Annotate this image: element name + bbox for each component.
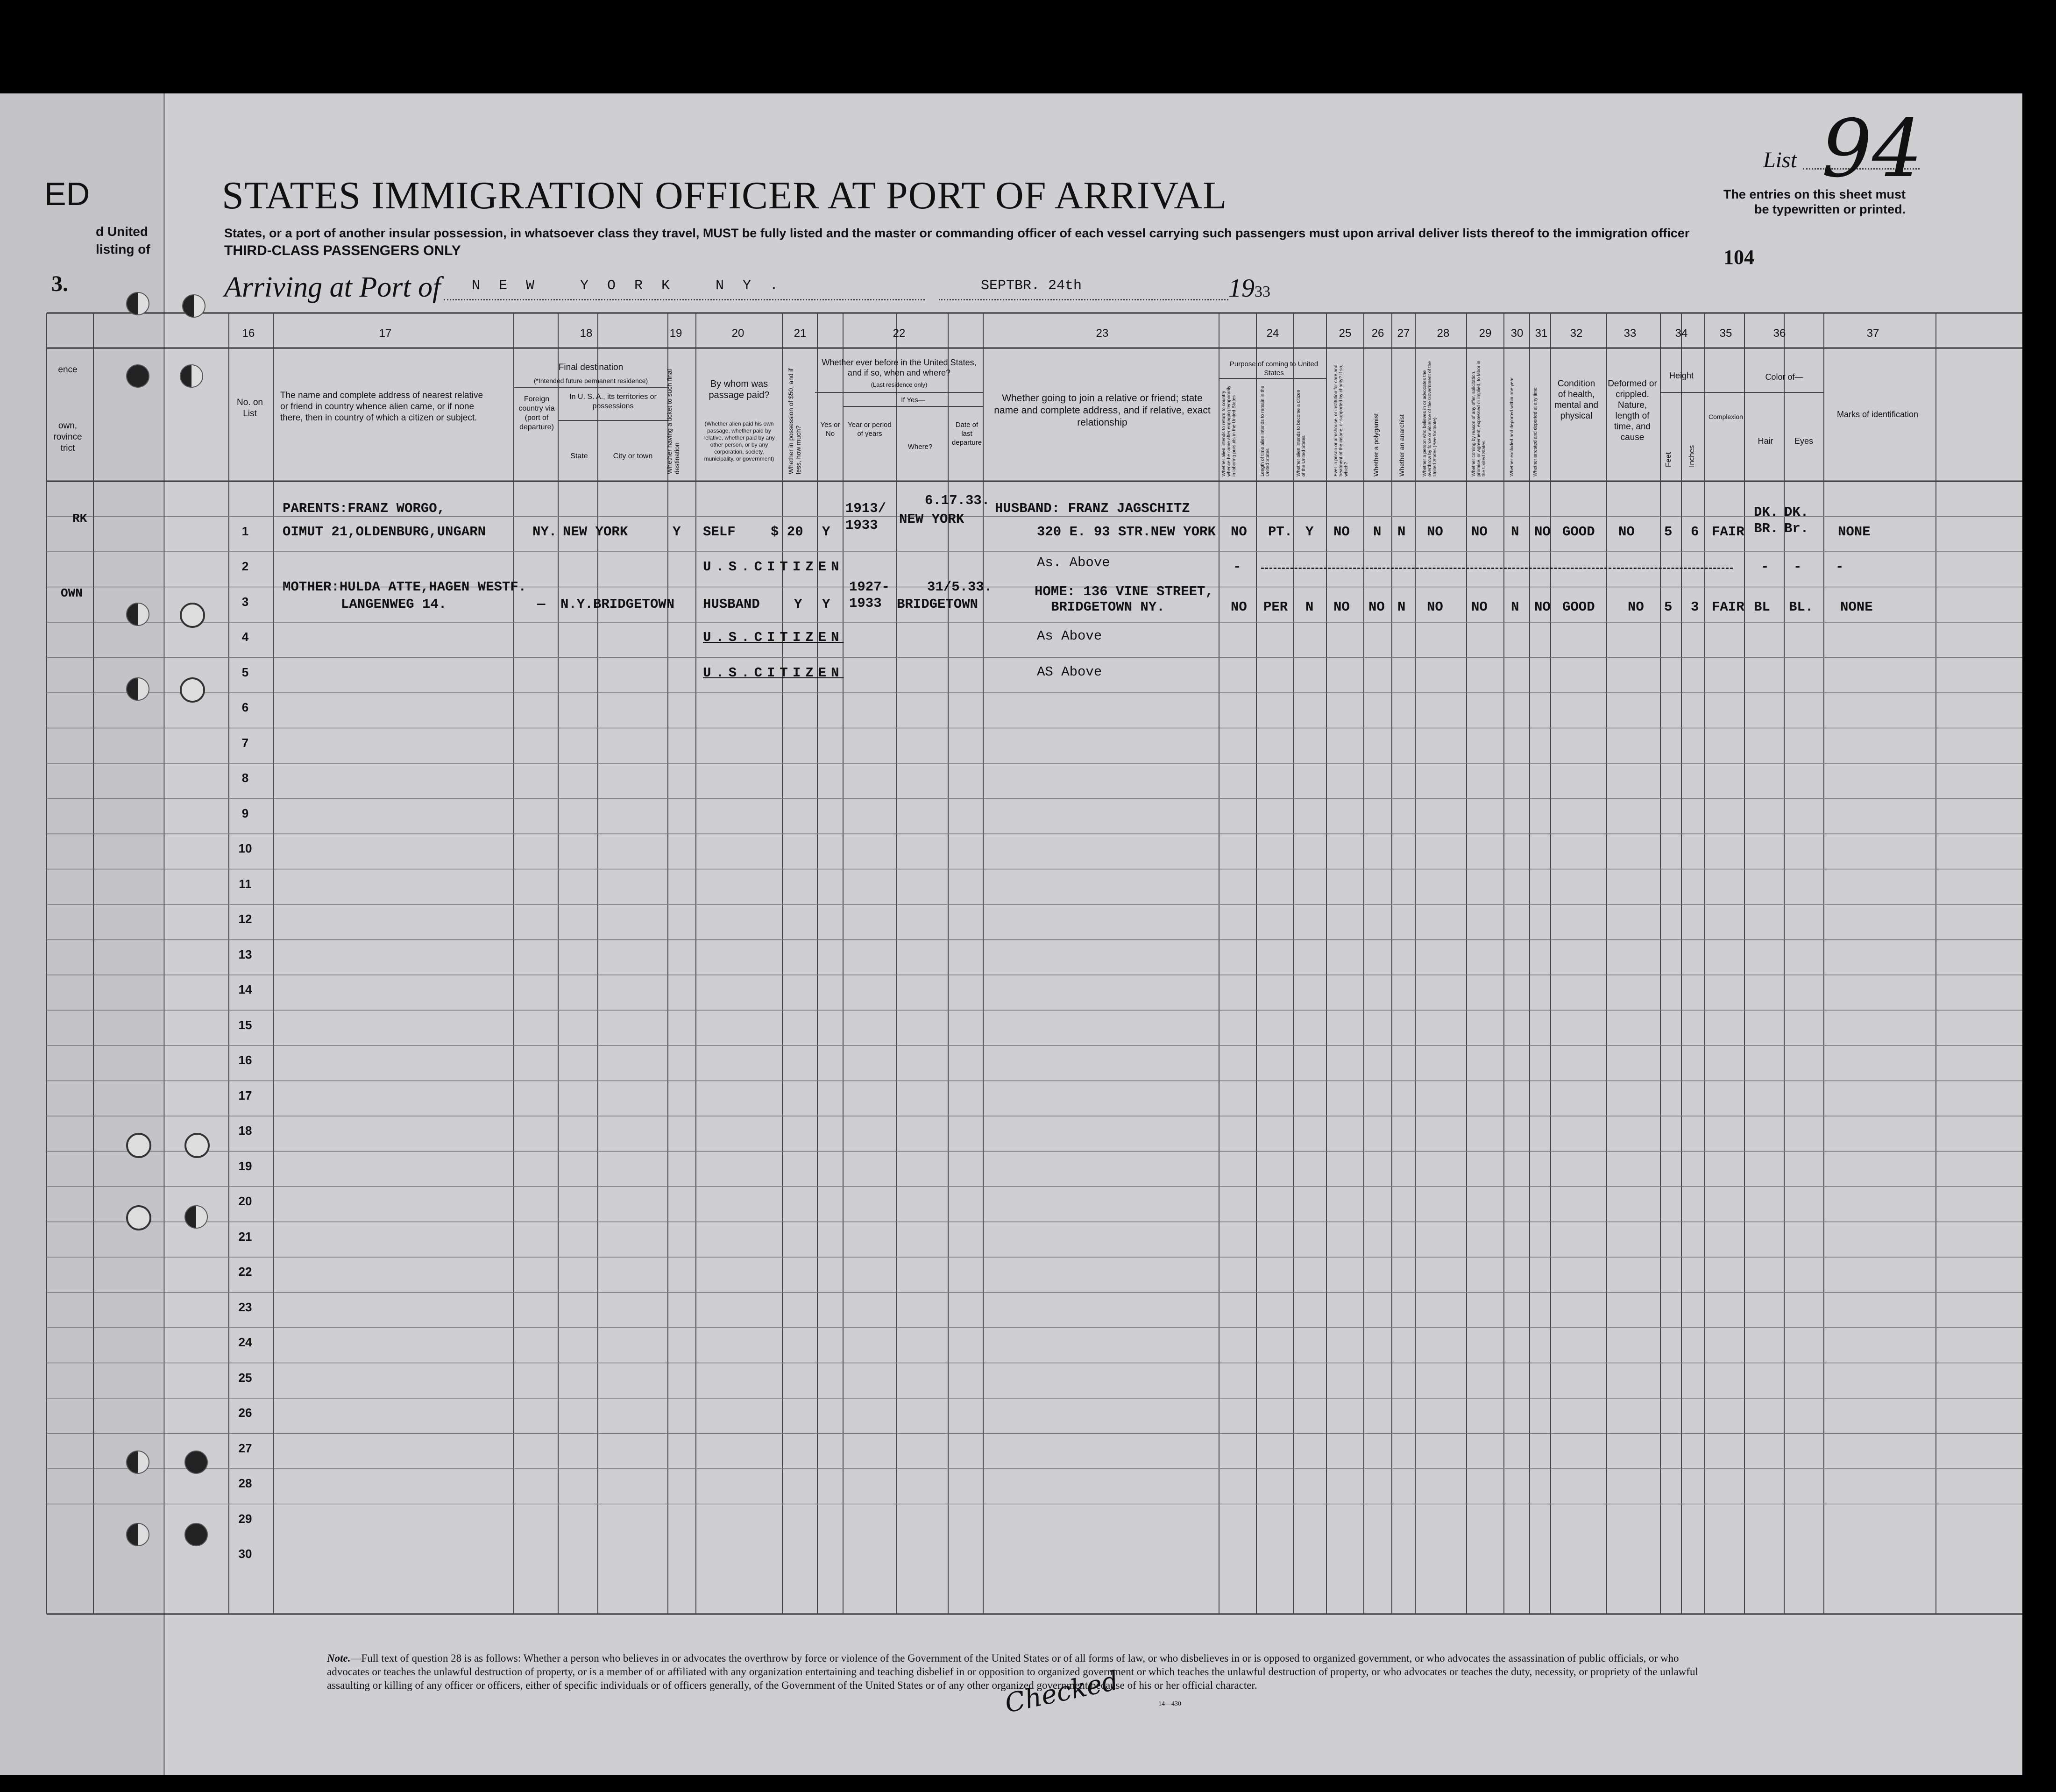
c36-eyes: Eyes (1794, 436, 1814, 446)
c24-b-label: Length of time alien intends to remain in the United States (1260, 385, 1270, 476)
c18-title: Final destination (558, 363, 624, 372)
c21-label: Whether in possession of $50, and if less, how much? (787, 368, 802, 474)
row-number: 19 (238, 1159, 252, 1173)
r3-inches: 3 (1691, 599, 1699, 615)
r3-where: BRIDGETOWN (897, 597, 978, 612)
colnum-18: 18 (580, 327, 593, 340)
c22-where: Where? (907, 443, 933, 451)
row-number: 22 (238, 1265, 252, 1279)
list-label: List (1763, 148, 1797, 172)
row-number: 12 (238, 912, 252, 926)
r1-c29: NO (1471, 524, 1488, 540)
r3-city: BRIDGETOWN (593, 597, 675, 612)
r3-join-b: BRIDGETOWN NY. (1051, 599, 1165, 615)
r1-c30: N (1511, 524, 1519, 540)
punch-hole (184, 1205, 208, 1229)
punch-hole (180, 364, 203, 388)
r3-c24a: NO (1231, 599, 1247, 615)
r1-c28: NO (1427, 524, 1443, 540)
c34-title: Height (1669, 371, 1694, 380)
r2-paid: U.S.CITIZEN (703, 559, 844, 575)
colnum-25: 25 (1339, 327, 1352, 340)
row-number: 28 (238, 1476, 252, 1490)
r1-years-b: 1933 (845, 518, 878, 533)
row-number: 7 (241, 736, 249, 750)
r1-c26: N (1373, 524, 1382, 540)
row-number: 10 (238, 841, 252, 855)
colnum-23: 23 (1096, 327, 1109, 340)
r3-c30: N (1511, 599, 1519, 615)
row-number: 13 (238, 947, 252, 961)
colnum-34: 34 (1675, 327, 1688, 340)
c33-label: Deformed or crippled. Nature, length of time, and cause (1608, 379, 1657, 442)
footnote-label: Note. (327, 1652, 351, 1664)
row-number: 24 (238, 1335, 252, 1349)
left-col-frag-1: ence (58, 365, 78, 375)
sheet-serial: 104 (1723, 246, 1754, 269)
c34-inches: Inches (1688, 445, 1696, 467)
left-col-frag-3: rovince (53, 432, 82, 442)
manifest-sheet (0, 93, 2022, 1775)
date-value: SEPTBR. 24th (981, 278, 1082, 294)
punch-hole (184, 1451, 208, 1474)
colnum-27: 27 (1397, 327, 1410, 340)
footnote (327, 1651, 1719, 1692)
instructions-line-1: States, or a port of another insular possession, in whatsoever class they travel, MUST be fully listed and the master or commanding officer of each vessel carrying such passengers must upon arrival deliver lists thereof to the immigration officer (224, 226, 1690, 240)
row-number: 11 (239, 877, 252, 891)
c24-c-label: Whether alien intends to become a citizen of the United States (1296, 390, 1306, 476)
row-number: 4 (241, 630, 249, 644)
r1-money: $ 20 (771, 524, 803, 540)
r3-c27: N (1397, 599, 1406, 615)
r1-yesno: Y (822, 524, 830, 540)
row-number: 29 (238, 1512, 252, 1526)
r3-complexion: FAIR (1712, 599, 1744, 615)
colnum-19: 19 (669, 327, 682, 340)
punch-hole (184, 1523, 208, 1546)
colnum-31: 31 (1535, 327, 1548, 340)
c20-note: (Whether alien paid his own passage, whether paid by relative, whether paid by any other person, or by any corporation, society, municipality, or government) (703, 420, 775, 462)
r3-c24b: PER (1263, 599, 1288, 615)
c22-year: Year or period of years (848, 421, 892, 438)
c16-label: No. on List (237, 398, 263, 419)
c27-label: Whether an anarchist (1398, 414, 1405, 476)
r3-join-a: HOME: 136 VINE STREET, (1035, 584, 1213, 599)
c24-title: Purpose of coming to United States (1229, 360, 1319, 377)
c24-a-label: Whether alien intends to return to country whence he came after engaging temporarily in laboring pursuits in the United States (1221, 385, 1237, 476)
r3-c24c: N (1305, 599, 1314, 615)
r3-c31: NO (1534, 599, 1551, 615)
year-suffix: 33 (1255, 283, 1270, 300)
r3-feet: 5 (1664, 599, 1673, 615)
r1-eyes-b: Br. (1784, 521, 1809, 536)
c32-label: Condition of health, mental and physical (1554, 379, 1598, 421)
row-number: 25 (238, 1371, 252, 1385)
c28-label: Whether a person who believes in or advocates the overthrow by force or violence of the Government of the United States (See footnote) (1422, 361, 1438, 476)
r1-ticket: Y (673, 524, 681, 540)
row-number: 23 (238, 1300, 252, 1314)
left-header-fragment: ED (44, 176, 90, 212)
row-number: 1 (241, 524, 249, 538)
punch-hole (184, 1133, 210, 1158)
colnum-16: 16 (242, 327, 255, 340)
c17-label: The name and complete address of nearest relative or friend in country whence alien came, or if none there, then in country of which a citizen or subject. (280, 391, 483, 423)
colnum-32: 32 (1570, 327, 1583, 340)
r3-eyes: BL. (1789, 599, 1814, 615)
c18-usa: In U. S. A., its territories or possessions (569, 393, 657, 410)
year-prefix: 19 (1228, 274, 1255, 303)
entries-note-2: be typewritten or printed. (1754, 202, 1906, 216)
punch-hole (126, 1523, 149, 1546)
r4-join: As Above (1037, 628, 1102, 644)
r3-years-a: 1927- (849, 579, 890, 595)
r3-c32: GOOD (1562, 599, 1595, 615)
c22-date: Date of last departure (951, 421, 982, 447)
c36-hair: Hair (1758, 436, 1773, 446)
c22-yesno: Yes or No (820, 421, 840, 438)
punch-hole (180, 677, 205, 703)
r5-join: AS Above (1037, 664, 1102, 680)
r1-c25: NO (1333, 524, 1350, 540)
c22-ifyes: If Yes— (901, 396, 925, 404)
c29-label: Whether coming by reason of any offer, solicitation, promise, or agreement, expressed or implied, to labor in the United States (1471, 361, 1487, 476)
r3-date: 31/5.33. (927, 579, 993, 595)
c31-label: Whether arrested and deported at any time (1533, 387, 1538, 476)
r3-paid: HUSBAND (703, 597, 760, 612)
left-row3-frag: OWN (61, 586, 83, 600)
r3-years-b: 1933 (849, 596, 882, 611)
r2-dash-line (1261, 568, 1733, 569)
r1-feet: 5 (1664, 524, 1673, 540)
colnum-29: 29 (1479, 327, 1492, 340)
colnum-36: 36 (1773, 327, 1786, 340)
r1-c24b: PT. (1268, 524, 1293, 540)
r1-c24a: NO (1231, 524, 1247, 540)
colnum-22: 22 (893, 327, 906, 340)
r2-join: As. Above (1037, 555, 1110, 570)
row-number: 30 (238, 1547, 252, 1561)
r1-eyes-a: DK. (1784, 505, 1809, 520)
r3-c28: NO (1427, 599, 1443, 615)
c34-feet: Feet (1665, 452, 1673, 467)
row-number: 17 (238, 1088, 252, 1102)
r3-state: N.Y. (560, 597, 593, 612)
c19-label: Whether having a ticket to such final destination (666, 369, 681, 474)
r3-c33: NO (1628, 599, 1644, 615)
row-number: 6 (241, 700, 249, 714)
colnum-21: 21 (794, 327, 807, 340)
punch-hole (126, 603, 149, 626)
row-number: 18 (238, 1124, 252, 1138)
r1-date: 6.17.33. (925, 493, 990, 508)
punch-hole (126, 677, 149, 701)
r2-dash-marks: - (1836, 559, 1844, 575)
left-line-2: listing of (96, 242, 150, 256)
c22-note: (Last residence only) (871, 381, 928, 388)
r1-city: NEW YORK (563, 524, 628, 540)
page-title: STATES IMMIGRATION OFFICER AT PORT OF ARRIVAL (222, 174, 1227, 217)
r1-years-a: 1913/ (845, 501, 886, 516)
r3-relative-a: MOTHER:HULDA ATTE,HAGEN WESTF. (283, 579, 527, 595)
row-number: 15 (238, 1018, 252, 1032)
colnum-30: 30 (1510, 327, 1524, 340)
c30-label: Whether excluded and deported within one year (1510, 377, 1515, 476)
r1-inches: 6 (1691, 524, 1699, 540)
r1-join-b: 320 E. 93 STR.NEW YORK (1037, 524, 1216, 540)
r2-dash: - (1233, 559, 1241, 575)
r4-paid: U.S.CITIZEN (703, 630, 844, 645)
arriving-label: Arriving at Port of (224, 271, 441, 303)
c36-title: Color of— (1765, 372, 1803, 382)
row-number: 14 (238, 982, 252, 996)
r1-c33: NO (1618, 524, 1635, 540)
r1-where: NEW YORK (899, 512, 964, 527)
port-value: NEW YORK NY. (472, 278, 797, 294)
row-number: 27 (238, 1441, 252, 1455)
r3-c25: NO (1333, 599, 1350, 615)
punch-hole (126, 1133, 151, 1158)
r1-c27: N (1397, 524, 1406, 540)
c35-label: Complexion (1709, 413, 1743, 420)
c23-label: Whether going to join a relative or friend; state name and complete address, and if relative, exact relationship (994, 393, 1211, 428)
checked-stamp: Checked (1002, 1665, 1121, 1719)
colnum-37: 37 (1866, 327, 1879, 340)
r1-state: NY. (532, 524, 557, 540)
c18-note: (*Intended future permanent residence) (533, 377, 648, 384)
instructions-line-2: THIRD-CLASS PASSENGERS ONLY (224, 243, 461, 258)
r1-hair-b: BR. (1754, 521, 1779, 536)
colnum-24: 24 (1266, 327, 1279, 340)
left-row1-frag: RK (72, 512, 87, 526)
r3-c26: NO (1368, 599, 1385, 615)
r1-paid: SELF (703, 524, 736, 540)
r1-c32: GOOD (1562, 524, 1595, 540)
c26-label: Whether a polygamist (1372, 413, 1380, 476)
row-number: 20 (238, 1194, 252, 1208)
colnum-17: 17 (379, 327, 392, 340)
list-number: 94 (1822, 103, 1923, 195)
row-number: 9 (241, 806, 249, 820)
form-number: 14—430 (1158, 1700, 1181, 1707)
r3-hair: BL (1754, 599, 1770, 615)
r2-dash-hair: - (1761, 559, 1769, 575)
colnum-26: 26 (1371, 327, 1384, 340)
r3-c29: NO (1471, 599, 1488, 615)
r1-join-a: HUSBAND: FRANZ JAGSCHITZ (995, 501, 1190, 516)
r3-yesno: Y (822, 597, 830, 612)
left-col-frag-2: own, (58, 421, 78, 431)
row-number: 2 (241, 559, 249, 573)
c18-foreign: Foreign country via (port of departure) (518, 395, 555, 431)
row-number: 8 (241, 771, 249, 785)
table-grid (0, 93, 2022, 1775)
c18-state: State (570, 452, 588, 460)
punch-hole (182, 294, 206, 318)
row-number: 21 (238, 1230, 252, 1244)
c18-city: City or town (613, 452, 653, 460)
entries-note-1: The entries on this sheet must (1723, 187, 1906, 201)
colnum-35: 35 (1719, 327, 1732, 340)
r3-relative-b: LANGENWEG 14. (341, 597, 447, 612)
c22-title: Whether ever before in the United States, and if so, when and where? (822, 358, 977, 377)
punch-hole (126, 364, 149, 388)
c20-title: By whom was passage paid? (709, 379, 770, 400)
punch-hole (180, 603, 205, 628)
r2-dash-eyes: - (1794, 559, 1802, 575)
punch-hole (126, 1451, 149, 1474)
colnum-28: 28 (1437, 327, 1450, 340)
row-number: 16 (238, 1053, 252, 1067)
c37-label: Marks of identification (1836, 410, 1919, 419)
row-number: 26 (238, 1406, 252, 1420)
left-col-frag-4: trict (60, 443, 75, 453)
r1-relative-a: PARENTS:FRANZ WORGO, (283, 501, 446, 516)
footnote-text: —Full text of question 28 is as follows: Whether a person who believes in or advocates the overthrow by force or violence of the Government of the United States or of all forms of law, or who disbelieves in or is opposed to organized government, or who advocates the assassination of public officials, or who advocates or teaches the unlawful destruction of property, or is a member of or affiliated with any organization entertaining and teaching disbelief in or opposition to organized government or which teaches the unlawful destruction of property, or who advocates or teaches the duty, necessity, or propriety of the unlawful assaulting or killing of any officer or officers, either of specific individuals or of officers generally, of the Government of the United States or of any other organized government because of his or her official character. (327, 1652, 1698, 1691)
r1-complexion: FAIR (1712, 524, 1744, 540)
punch-hole (126, 1205, 151, 1230)
punch-hole (126, 292, 149, 315)
r1-relative-b: OIMUT 21,OLDENBURG,UNGARN (283, 524, 486, 540)
r3-foreign: — (537, 597, 546, 612)
row-number: 3 (241, 595, 249, 609)
c25-label: Ever in prison or almshouse, or institution for care and treatment of the insane, or supported by charity? If so, which? (1333, 364, 1349, 476)
r5-paid: U.S.CITIZEN (703, 665, 844, 681)
colnum-33: 33 (1624, 327, 1637, 340)
r3-ticket: Y (794, 597, 802, 612)
r1-c31: NO (1534, 524, 1551, 540)
left-line-1: d United (96, 224, 148, 239)
r1-marks: NONE (1838, 524, 1871, 540)
left-line-3: 3. (51, 271, 68, 296)
colnum-20: 20 (731, 327, 744, 340)
r1-c24c: Y (1305, 524, 1314, 540)
row-number: 5 (241, 665, 249, 679)
r3-marks: NONE (1840, 599, 1873, 615)
r1-hair-a: DK. (1754, 505, 1779, 520)
